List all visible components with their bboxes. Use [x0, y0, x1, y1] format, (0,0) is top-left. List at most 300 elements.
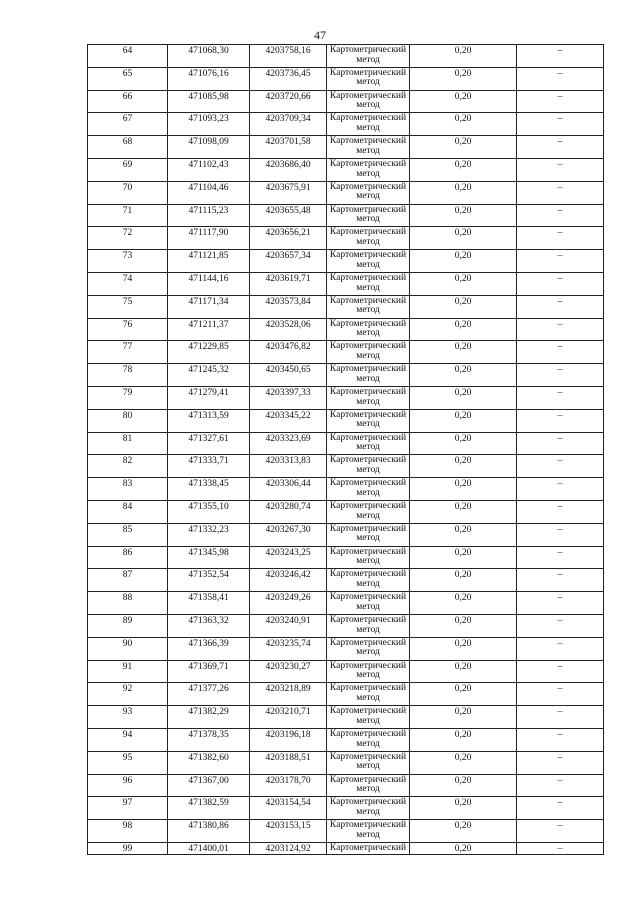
- point-number-value: 67: [122, 114, 133, 125]
- note-cell: [517, 523, 604, 546]
- point-number-cell: [88, 90, 168, 113]
- table-row: [88, 432, 604, 455]
- method-cell: [327, 683, 410, 706]
- method-cell: [327, 751, 410, 774]
- y-coordinate-cell: [250, 842, 327, 854]
- y-coordinate-cell: [250, 569, 327, 592]
- accuracy-cell: [410, 728, 517, 751]
- table-row: [88, 227, 604, 250]
- y-coordinate-cell: [250, 409, 327, 432]
- x-coordinate-value: 471098,09: [188, 137, 229, 148]
- note-cell: [517, 546, 604, 569]
- method-cell: [327, 797, 410, 820]
- accuracy-cell: [410, 318, 517, 341]
- note-cell: [517, 820, 604, 843]
- table-row: [88, 774, 604, 797]
- x-coordinate-cell: [168, 660, 250, 683]
- x-coordinate-cell: [168, 90, 250, 113]
- accuracy-cell: [410, 386, 517, 409]
- note-value: –: [557, 319, 563, 330]
- accuracy-value: 0,20: [454, 68, 472, 79]
- method-cell: [327, 318, 410, 341]
- point-number-value: 99: [122, 843, 133, 854]
- point-number-value: 88: [122, 593, 133, 604]
- method-value: Картометрический метод: [329, 455, 407, 475]
- x-coordinate-cell: [168, 842, 250, 854]
- x-coordinate-cell: [168, 250, 250, 273]
- table-row: [88, 637, 604, 660]
- accuracy-cell: [410, 660, 517, 683]
- accuracy-value: 0,20: [454, 205, 472, 216]
- y-coordinate-value: 4203306,44: [265, 479, 311, 490]
- accuracy-value: 0,20: [454, 752, 472, 763]
- table-row: [88, 318, 604, 341]
- accuracy-value: 0,20: [454, 775, 472, 786]
- note-cell: [517, 227, 604, 250]
- y-coordinate-cell: [250, 158, 327, 181]
- x-coordinate-value: 471338,45: [188, 479, 229, 490]
- point-number-value: 78: [122, 365, 133, 376]
- y-coordinate-value: 4203758,16: [265, 46, 311, 56]
- point-number-value: 71: [122, 205, 133, 216]
- method-cell: [327, 113, 410, 136]
- method-value: Картометрический метод: [329, 295, 407, 316]
- accuracy-value: 0,20: [454, 159, 472, 170]
- x-coordinate-value: 471363,32: [188, 615, 229, 626]
- method-value: Картометрический метод: [329, 136, 407, 156]
- method-value: Картометрический метод: [329, 592, 407, 612]
- table-row: [88, 842, 604, 854]
- note-value: –: [557, 638, 563, 649]
- method-cell: [327, 295, 410, 318]
- note-cell: [517, 158, 604, 181]
- note-value: –: [557, 251, 563, 262]
- point-number-cell: [88, 500, 168, 523]
- point-number-value: 66: [122, 91, 133, 102]
- x-coordinate-value: 471382,60: [188, 752, 229, 763]
- point-number-value: 96: [122, 775, 133, 786]
- x-coordinate-cell: [168, 500, 250, 523]
- y-coordinate-cell: [250, 432, 327, 455]
- y-coordinate-cell: [250, 386, 327, 409]
- point-number-value: 64: [122, 46, 133, 56]
- accuracy-value: 0,20: [454, 228, 472, 239]
- y-coordinate-cell: [250, 728, 327, 751]
- x-coordinate-value: 471121,85: [188, 251, 229, 262]
- y-coordinate-value: 4203736,45: [265, 68, 311, 79]
- accuracy-cell: [410, 158, 517, 181]
- point-number-value: 98: [122, 821, 133, 832]
- point-number-value: 91: [122, 661, 133, 672]
- method-value: Картометрический метод: [329, 820, 407, 840]
- note-cell: [517, 569, 604, 592]
- method-cell: [327, 706, 410, 729]
- accuracy-value: 0,20: [454, 570, 472, 581]
- point-number-cell: [88, 637, 168, 660]
- method-cell: [327, 67, 410, 90]
- point-number-cell: [88, 341, 168, 364]
- table-row: [88, 341, 604, 364]
- method-value: Картометрический метод: [329, 158, 407, 179]
- note-value: –: [557, 843, 563, 854]
- point-number-value: 87: [122, 570, 133, 581]
- method-cell: [327, 364, 410, 387]
- x-coordinate-value: 471369,71: [188, 661, 229, 672]
- y-coordinate-value: 4203709,34: [265, 114, 311, 125]
- x-coordinate-cell: [168, 136, 250, 159]
- x-coordinate-cell: [168, 295, 250, 318]
- accuracy-cell: [410, 842, 517, 854]
- y-coordinate-value: 4203124,92: [265, 843, 311, 854]
- y-coordinate-cell: [250, 614, 327, 637]
- accuracy-cell: [410, 227, 517, 250]
- table-row: [88, 546, 604, 569]
- method-value: Картометрический метод: [329, 478, 407, 498]
- method-cell: [327, 455, 410, 478]
- method-cell: [327, 637, 410, 660]
- note-cell: [517, 90, 604, 113]
- x-coordinate-cell: [168, 569, 250, 592]
- note-value: –: [557, 137, 563, 148]
- y-coordinate-value: 4203188,51: [265, 752, 311, 763]
- point-number-cell: [88, 136, 168, 159]
- point-number-value: 82: [122, 456, 133, 467]
- note-cell: [517, 364, 604, 387]
- point-number-cell: [88, 181, 168, 204]
- accuracy-value: 0,20: [454, 821, 472, 832]
- x-coordinate-cell: [168, 797, 250, 820]
- table-row: [88, 523, 604, 546]
- point-number-cell: [88, 797, 168, 820]
- note-value: –: [557, 729, 563, 740]
- accuracy-value: 0,20: [454, 661, 472, 672]
- x-coordinate-value: 471382,29: [188, 707, 229, 718]
- note-value: –: [557, 661, 563, 672]
- y-coordinate-value: 4203280,74: [265, 501, 311, 512]
- note-value: –: [557, 342, 563, 353]
- note-value: –: [557, 821, 563, 832]
- y-coordinate-value: 4203246,42: [265, 570, 311, 581]
- accuracy-value: 0,20: [454, 91, 472, 102]
- x-coordinate-value: 471380,86: [188, 821, 229, 832]
- method-cell: [327, 204, 410, 227]
- point-number-cell: [88, 820, 168, 843]
- y-coordinate-cell: [250, 797, 327, 820]
- table-row: [88, 614, 604, 637]
- accuracy-cell: [410, 614, 517, 637]
- accuracy-value: 0,20: [454, 707, 472, 718]
- x-coordinate-value: 471115,23: [188, 205, 229, 216]
- table-body: [88, 45, 604, 855]
- y-coordinate-value: 4203573,84: [265, 296, 311, 307]
- y-coordinate-cell: [250, 683, 327, 706]
- note-cell: [517, 67, 604, 90]
- method-value: Картометрический метод: [329, 728, 407, 749]
- x-coordinate-value: 471352,54: [188, 570, 229, 581]
- accuracy-value: 0,20: [454, 319, 472, 330]
- table-row: [88, 204, 604, 227]
- method-value: Картометрический метод: [329, 614, 407, 635]
- y-coordinate-value: 4203235,74: [265, 638, 311, 649]
- note-cell: [517, 432, 604, 455]
- method-value: Картометрический метод: [329, 546, 407, 567]
- method-cell: [327, 227, 410, 250]
- method-cell: [327, 592, 410, 615]
- table-row: [88, 250, 604, 273]
- x-coordinate-value: 471211,37: [188, 319, 229, 330]
- y-coordinate-value: 4203178,70: [265, 775, 311, 786]
- method-cell: [327, 500, 410, 523]
- method-value: Картометрический метод: [329, 500, 407, 521]
- x-coordinate-cell: [168, 478, 250, 501]
- table-row: [88, 706, 604, 729]
- accuracy-value: 0,20: [454, 593, 472, 604]
- accuracy-cell: [410, 592, 517, 615]
- y-coordinate-value: 4203240,91: [265, 615, 311, 626]
- note-value: –: [557, 501, 563, 512]
- note-value: –: [557, 273, 563, 284]
- y-coordinate-cell: [250, 181, 327, 204]
- note-value: –: [557, 684, 563, 695]
- note-value: –: [557, 775, 563, 786]
- x-coordinate-cell: [168, 592, 250, 615]
- accuracy-cell: [410, 341, 517, 364]
- x-coordinate-cell: [168, 181, 250, 204]
- note-value: –: [557, 615, 563, 626]
- y-coordinate-value: 4203720,66: [265, 91, 311, 102]
- point-number-value: 97: [122, 798, 133, 809]
- accuracy-cell: [410, 523, 517, 546]
- point-number-cell: [88, 250, 168, 273]
- accuracy-value: 0,20: [454, 547, 472, 558]
- accuracy-cell: [410, 181, 517, 204]
- y-coordinate-cell: [250, 478, 327, 501]
- note-value: –: [557, 228, 563, 239]
- method-value: Картометрический метод: [329, 227, 407, 247]
- note-value: –: [557, 524, 563, 535]
- x-coordinate-value: 471279,41: [188, 387, 229, 398]
- x-coordinate-cell: [168, 318, 250, 341]
- x-coordinate-value: 471085,98: [188, 91, 229, 102]
- x-coordinate-value: 471104,46: [188, 182, 229, 193]
- method-cell: [327, 820, 410, 843]
- x-coordinate-cell: [168, 614, 250, 637]
- point-number-cell: [88, 45, 168, 68]
- y-coordinate-value: 4203313,83: [265, 456, 311, 467]
- accuracy-cell: [410, 706, 517, 729]
- accuracy-cell: [410, 90, 517, 113]
- y-coordinate-value: 4203686,40: [265, 159, 311, 170]
- note-value: –: [557, 570, 563, 581]
- table-row: [88, 500, 604, 523]
- x-coordinate-value: 471117,90: [188, 228, 229, 239]
- accuracy-value: 0,20: [454, 342, 472, 353]
- note-value: –: [557, 182, 563, 193]
- x-coordinate-cell: [168, 706, 250, 729]
- note-value: –: [557, 456, 563, 467]
- x-coordinate-value: 471229,85: [188, 342, 229, 353]
- method-value: Картометрический метод: [329, 90, 407, 111]
- y-coordinate-cell: [250, 751, 327, 774]
- y-coordinate-cell: [250, 706, 327, 729]
- page-number: 47: [314, 28, 326, 42]
- point-number-cell: [88, 318, 168, 341]
- note-cell: [517, 614, 604, 637]
- point-number-value: 69: [122, 159, 133, 170]
- accuracy-value: 0,20: [454, 798, 472, 809]
- point-number-value: 93: [122, 707, 133, 718]
- x-coordinate-value: 471144,16: [188, 273, 229, 284]
- note-cell: [517, 706, 604, 729]
- x-coordinate-cell: [168, 751, 250, 774]
- y-coordinate-cell: [250, 204, 327, 227]
- y-coordinate-value: 4203476,82: [265, 342, 311, 353]
- x-coordinate-cell: [168, 432, 250, 455]
- method-cell: [327, 90, 410, 113]
- x-coordinate-cell: [168, 113, 250, 136]
- note-cell: [517, 660, 604, 683]
- x-coordinate-cell: [168, 158, 250, 181]
- accuracy-cell: [410, 45, 517, 68]
- y-coordinate-cell: [250, 272, 327, 295]
- note-value: –: [557, 205, 563, 216]
- point-number-value: 85: [122, 524, 133, 535]
- point-number-cell: [88, 455, 168, 478]
- table-row: [88, 295, 604, 318]
- table-row: [88, 455, 604, 478]
- table-row: [88, 751, 604, 774]
- note-cell: [517, 204, 604, 227]
- note-value: –: [557, 91, 563, 102]
- point-number-value: 74: [122, 273, 133, 284]
- x-coordinate-cell: [168, 774, 250, 797]
- accuracy-value: 0,20: [454, 251, 472, 262]
- table-row: [88, 728, 604, 751]
- point-number-value: 72: [122, 228, 133, 239]
- point-number-value: 70: [122, 182, 133, 193]
- method-value: Картометрический метод: [329, 683, 407, 703]
- x-coordinate-value: 471171,34: [188, 296, 229, 307]
- note-cell: [517, 797, 604, 820]
- note-value: –: [557, 296, 563, 307]
- point-number-cell: [88, 67, 168, 90]
- accuracy-value: 0,20: [454, 729, 472, 740]
- note-cell: [517, 113, 604, 136]
- table-row: [88, 386, 604, 409]
- point-number-cell: [88, 227, 168, 250]
- x-coordinate-cell: [168, 455, 250, 478]
- x-coordinate-cell: [168, 45, 250, 68]
- accuracy-value: 0,20: [454, 114, 472, 125]
- note-value: –: [557, 159, 563, 170]
- point-number-cell: [88, 774, 168, 797]
- point-number-value: 84: [122, 501, 133, 512]
- x-coordinate-value: 471245,32: [188, 365, 229, 376]
- point-number-cell: [88, 204, 168, 227]
- method-cell: [327, 136, 410, 159]
- note-value: –: [557, 479, 563, 490]
- y-coordinate-value: 4203230,27: [265, 661, 311, 672]
- table-row: [88, 797, 604, 820]
- y-coordinate-value: 4203675,91: [265, 182, 311, 193]
- method-value: Картометрический метод: [329, 364, 407, 384]
- method-cell: [327, 660, 410, 683]
- table-row: [88, 113, 604, 136]
- y-coordinate-value: 4203218,89: [265, 684, 311, 695]
- y-coordinate-cell: [250, 136, 327, 159]
- point-number-cell: [88, 660, 168, 683]
- point-number-value: 95: [122, 752, 133, 763]
- accuracy-cell: [410, 569, 517, 592]
- method-cell: [327, 272, 410, 295]
- method-value: Картометрический метод: [329, 67, 407, 88]
- y-coordinate-value: 4203210,71: [265, 707, 311, 718]
- method-cell: [327, 386, 410, 409]
- note-cell: [517, 272, 604, 295]
- accuracy-value: 0,20: [454, 365, 472, 376]
- point-number-value: 77: [122, 342, 133, 353]
- point-number-cell: [88, 158, 168, 181]
- note-value: –: [557, 387, 563, 398]
- y-coordinate-value: 4203345,22: [265, 410, 311, 421]
- y-coordinate-cell: [250, 592, 327, 615]
- method-value: Картометрический метод: [329, 797, 407, 817]
- x-coordinate-cell: [168, 820, 250, 843]
- coordinates-table: [87, 44, 604, 855]
- method-value: Картометрический метод: [329, 113, 407, 133]
- y-coordinate-cell: [250, 546, 327, 569]
- point-number-value: 76: [122, 319, 133, 330]
- table-row: [88, 478, 604, 501]
- x-coordinate-value: 471076,16: [188, 68, 229, 79]
- point-number-cell: [88, 569, 168, 592]
- point-number-value: 79: [122, 387, 133, 398]
- x-coordinate-value: 471377,26: [188, 684, 229, 695]
- method-value: Картометрический: [329, 842, 407, 853]
- y-coordinate-value: 4203397,33: [265, 387, 311, 398]
- x-coordinate-cell: [168, 523, 250, 546]
- accuracy-cell: [410, 272, 517, 295]
- method-cell: [327, 774, 410, 797]
- accuracy-value: 0,20: [454, 615, 472, 626]
- note-value: –: [557, 68, 563, 79]
- note-cell: [517, 500, 604, 523]
- point-number-value: 80: [122, 410, 133, 421]
- note-cell: [517, 637, 604, 660]
- accuracy-cell: [410, 364, 517, 387]
- method-value: Картометрический метод: [329, 637, 407, 658]
- method-cell: [327, 341, 410, 364]
- note-cell: [517, 136, 604, 159]
- point-number-cell: [88, 386, 168, 409]
- x-coordinate-value: 471358,41: [188, 593, 229, 604]
- note-cell: [517, 295, 604, 318]
- table-row: [88, 181, 604, 204]
- method-value: Картометрический метод: [329, 45, 407, 65]
- x-coordinate-cell: [168, 67, 250, 90]
- y-coordinate-cell: [250, 227, 327, 250]
- note-value: –: [557, 114, 563, 125]
- accuracy-value: 0,20: [454, 638, 472, 649]
- x-coordinate-cell: [168, 227, 250, 250]
- point-number-cell: [88, 364, 168, 387]
- y-coordinate-value: 4203655,48: [265, 205, 311, 216]
- method-value: Картометрический метод: [329, 706, 407, 726]
- y-coordinate-cell: [250, 523, 327, 546]
- point-number-cell: [88, 272, 168, 295]
- x-coordinate-value: 471355,10: [188, 501, 229, 512]
- note-cell: [517, 181, 604, 204]
